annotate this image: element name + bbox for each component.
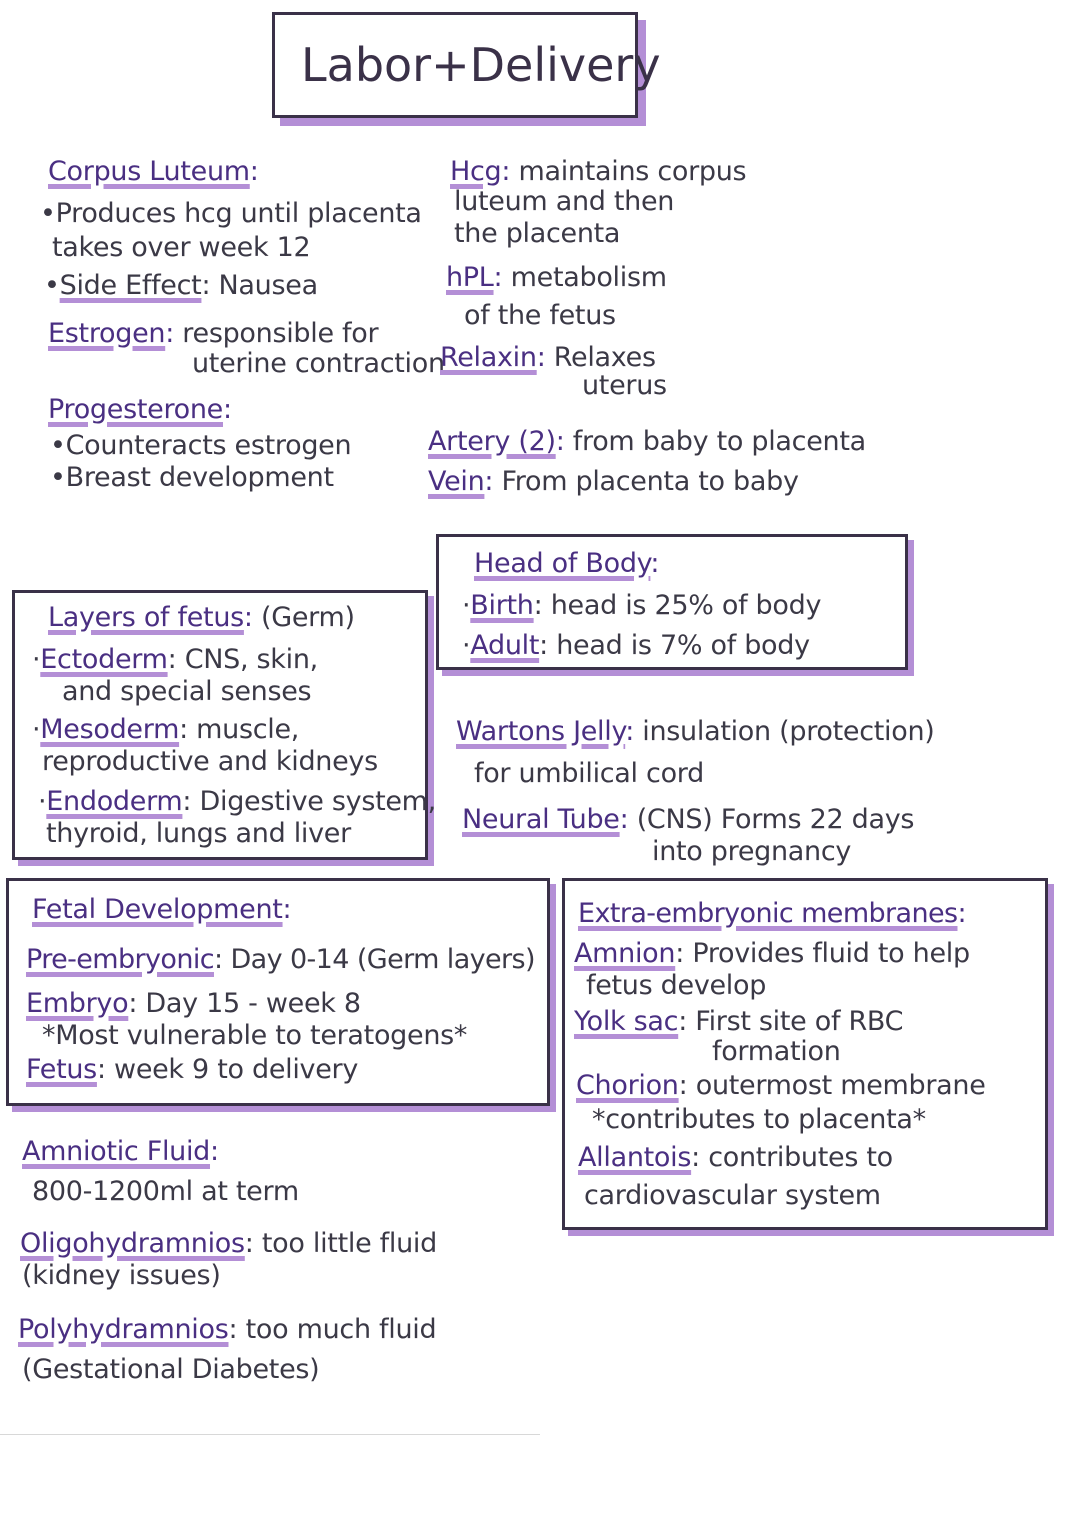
fetal-development-heading: Fetal Development <box>32 894 283 925</box>
hpl-heading: hPL <box>446 262 494 293</box>
amnion-heading: Amnion <box>574 938 676 969</box>
layers-heading-suffix: (Germ) <box>261 602 355 633</box>
fetal-development-heading-line: Fetal Development: <box>32 894 292 925</box>
mesoderm-text-1: muscle, <box>196 714 300 745</box>
vein-text: From placenta to baby <box>501 466 799 497</box>
embryo-heading: Embryo <box>26 988 129 1019</box>
neural-heading: Neural Tube <box>462 804 620 835</box>
hcg-line-1: Hcg: maintains corpus <box>450 156 747 187</box>
embryo-text: Day 15 - week 8 <box>145 988 361 1019</box>
amniotic-heading-line: Amniotic Fluid: <box>22 1136 219 1167</box>
pre-embryonic-text: Day 0-14 (Germ layers) <box>230 944 535 975</box>
embryo-line: Embryo: Day 15 - week 8 <box>26 988 361 1019</box>
wartons-line-2: for umbilical cord <box>474 758 704 789</box>
yolk-sac-heading: Yolk sac <box>574 1006 679 1037</box>
head-of-body-heading: Head of Body <box>474 548 651 579</box>
birth-text: head is 25% of body <box>550 590 822 621</box>
fetus-heading: Fetus <box>26 1054 97 1085</box>
neural-line-2: into pregnancy <box>652 836 852 867</box>
corpus-luteum-line-2: takes over week 12 <box>52 232 311 263</box>
amniotic-line-1: 800-1200ml at term <box>32 1176 299 1207</box>
oligo-line-1: Oligohydramnios: too little fluid <box>20 1228 437 1259</box>
ectoderm-heading: Ectoderm <box>40 644 168 675</box>
endoderm-line-1: ·Endoderm: Digestive system, <box>38 786 436 817</box>
poly-text: too much fluid <box>245 1314 437 1345</box>
page-title: Labor+Delivery <box>301 38 661 92</box>
hpl-line-1: hPL: metabolism <box>446 262 667 293</box>
adult-text: head is 7% of body <box>556 630 810 661</box>
endoderm-heading: Endoderm <box>46 786 183 817</box>
yolk-sac-line-2: formation <box>712 1036 841 1067</box>
adult-line: ·Adult: head is 7% of body <box>462 630 810 661</box>
allantois-line-2: cardiovascular system <box>584 1180 881 1211</box>
adult-heading: Adult <box>470 630 540 661</box>
fetus-line: Fetus: week 9 to delivery <box>26 1054 359 1085</box>
bottom-scan-line <box>0 1434 540 1435</box>
membranes-heading-line: Extra-embryonic membranes: <box>578 898 966 929</box>
neural-line-1: Neural Tube: (CNS) Forms 22 days <box>462 804 915 835</box>
progesterone-heading: Progesterone <box>48 394 223 425</box>
vein-heading: Vein <box>428 466 485 497</box>
corpus-luteum-line-1: •Produces hcg until placenta <box>40 198 422 229</box>
neural-text-1: (CNS) Forms 22 days <box>636 804 915 835</box>
wartons-line-1: Wartons Jelly: insulation (protection) <box>456 716 935 747</box>
side-effect-text: Nausea <box>218 270 318 301</box>
pre-embryonic-heading: Pre-embryonic <box>26 944 214 975</box>
hpl-text-1: metabolism <box>510 262 667 293</box>
chorion-text-1: outermost membrane <box>695 1070 986 1101</box>
mesoderm-heading: Mesoderm <box>40 714 180 745</box>
yolk-sac-line-1: Yolk sac: First site of RBC <box>574 1006 904 1037</box>
artery-text: from baby to placenta <box>572 426 866 457</box>
hcg-line-2: luteum and then <box>454 186 675 217</box>
allantois-text-1: contributes to <box>708 1142 893 1173</box>
layers-heading: Layers of fetus <box>48 602 244 633</box>
amniotic-heading: Amniotic Fluid <box>22 1136 211 1167</box>
endoderm-text-1: Digestive system, <box>199 786 436 817</box>
yolk-sac-text-1: First site of RBC <box>695 1006 904 1037</box>
head-of-body-heading-line: Head of Body: <box>474 548 660 579</box>
ectoderm-line-2: and special senses <box>62 676 312 707</box>
chorion-heading: Chorion <box>576 1070 679 1101</box>
progesterone-line-1: •Counteracts estrogen <box>50 430 352 461</box>
ectoderm-line-1: ·Ectoderm: CNS, skin, <box>32 644 318 675</box>
wartons-heading: Wartons Jelly <box>456 716 626 747</box>
chorion-line-2: *contributes to placenta* <box>592 1104 926 1135</box>
estrogen-line-2: uterine contraction <box>192 348 445 379</box>
membranes-heading: Extra-embryonic membranes <box>578 898 958 929</box>
hcg-line-3: the placenta <box>454 218 621 249</box>
allantois-line-1: Allantois: contributes to <box>578 1142 893 1173</box>
wartons-text-1: insulation (protection) <box>642 716 935 747</box>
embryo-note: *Most vulnerable to teratogens* <box>42 1020 468 1051</box>
artery-heading: Artery (2) <box>428 426 556 457</box>
pre-embryonic-line: Pre-embryonic: Day 0-14 (Germ layers) <box>26 944 535 975</box>
oligo-heading: Oligohydramnios <box>20 1228 245 1259</box>
fetus-text: week 9 to delivery <box>114 1054 359 1085</box>
amnion-text-1: Provides fluid to help <box>692 938 970 969</box>
side-effect-line: •Side Effect: Nausea <box>44 270 318 301</box>
relaxin-heading: Relaxin <box>440 342 537 373</box>
amnion-line-2: fetus develop <box>586 970 767 1001</box>
ectoderm-text-1: CNS, skin, <box>184 644 318 675</box>
endoderm-line-2: thyroid, lungs and liver <box>46 818 351 849</box>
oligo-line-2: (kidney issues) <box>22 1260 221 1291</box>
estrogen-line-1: Estrogen: responsible for <box>48 318 379 349</box>
mesoderm-line-1: ·Mesoderm: muscle, <box>32 714 300 745</box>
estrogen-heading: Estrogen <box>48 318 166 349</box>
relaxin-text-1: Relaxes <box>553 342 656 373</box>
hpl-line-2: of the fetus <box>464 300 616 331</box>
side-effect-heading: Side Effect <box>59 270 202 301</box>
hcg-text-1: maintains corpus <box>518 156 747 187</box>
hcg-heading: Hcg <box>450 156 502 187</box>
amnion-line-1: Amnion: Provides fluid to help <box>574 938 970 969</box>
poly-heading: Polyhydramnios <box>18 1314 229 1345</box>
title-box <box>272 12 661 118</box>
oligo-text: too little fluid <box>261 1228 437 1259</box>
artery-line: Artery (2): from baby to placenta <box>428 426 866 457</box>
corpus-luteum-heading: Corpus Luteum <box>48 156 250 187</box>
corpus-luteum-heading-line: Corpus Luteum: <box>48 156 259 187</box>
chorion-line-1: Chorion: outermost membrane <box>576 1070 986 1101</box>
allantois-heading: Allantois <box>578 1142 692 1173</box>
relaxin-line-1: Relaxin: Relaxes <box>440 342 656 373</box>
progesterone-heading-line: Progesterone: <box>48 394 232 425</box>
birth-line: ·Birth: head is 25% of body <box>462 590 822 621</box>
vein-line: Vein: From placenta to baby <box>428 466 799 497</box>
relaxin-line-2: uterus <box>582 370 667 401</box>
poly-line-2: (Gestational Diabetes) <box>22 1354 320 1385</box>
layers-heading-line: Layers of fetus: (Germ) <box>48 602 355 633</box>
poly-line-1: Polyhydramnios: too much fluid <box>18 1314 437 1345</box>
progesterone-line-2: •Breast development <box>50 462 334 493</box>
birth-heading: Birth <box>470 590 534 621</box>
estrogen-text-1: responsible for <box>182 318 379 349</box>
mesoderm-line-2: reproductive and kidneys <box>42 746 378 777</box>
